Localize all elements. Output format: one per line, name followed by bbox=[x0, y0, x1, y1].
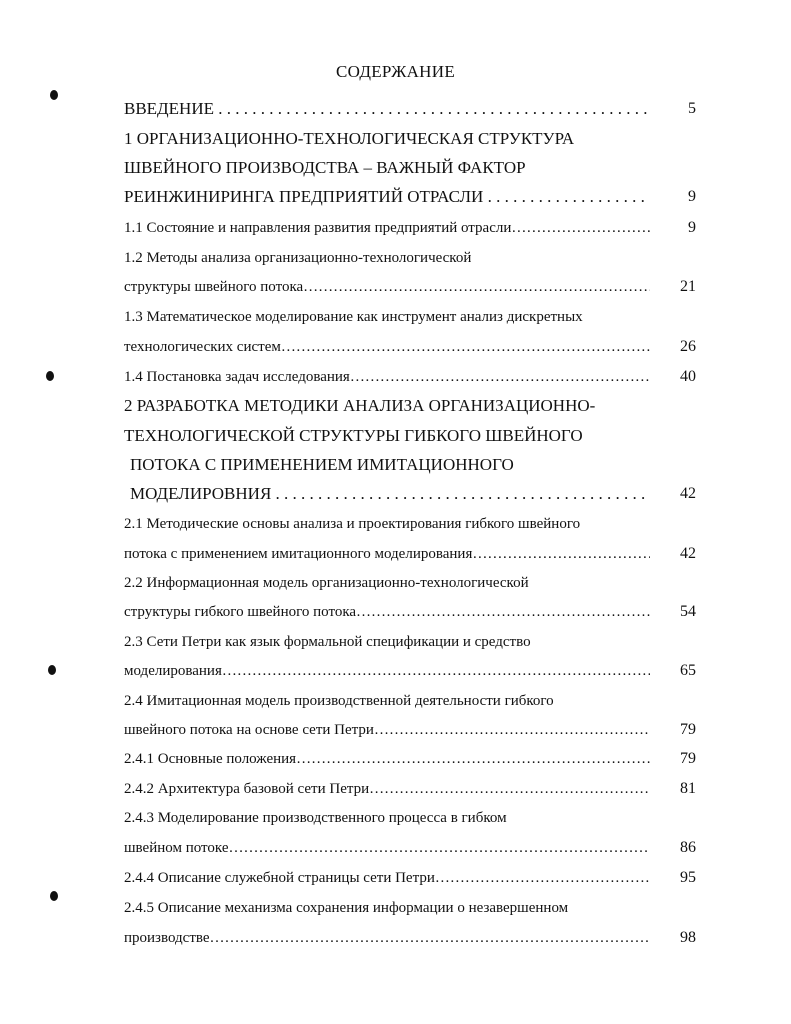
margin-dot-1 bbox=[50, 90, 58, 100]
toc-section-1-3-line-1[interactable]: 1.3 Математическое моделирование как инструмент анализ дискретных bbox=[124, 309, 583, 325]
toc-page-number: 81 bbox=[650, 778, 696, 800]
toc-page-number: 42 bbox=[650, 543, 696, 565]
toc-page-number: 98 bbox=[650, 927, 696, 949]
toc-page-number: 5 bbox=[650, 98, 696, 120]
toc-page-number: 86 bbox=[650, 837, 696, 859]
toc-section-2-4-4[interactable]: 2.4.4 Описание служебной страницы сети Петри ……………………………………………………………………………………………………………………………………………………………………………… bbox=[124, 867, 669, 889]
toc-page-number: 54 bbox=[650, 601, 696, 623]
toc-chapter-2-line-1[interactable]: 2 РАЗРАБОТКА МЕТОДИКИ АНАЛИЗА ОРГАНИЗАЦИОННО- bbox=[124, 396, 596, 415]
toc-page-number: 79 bbox=[650, 748, 696, 770]
toc-entry-introduction[interactable]: ВВЕДЕНИЕ . . . bbox=[124, 98, 669, 120]
toc-section-2-3-line-2[interactable]: моделирования ……………………………………………………………………………………………………………………………………………………………………………… bbox=[124, 660, 669, 682]
toc-section-2-3-line-1[interactable]: 2.3 Сети Петри как язык формальной спецификации и средство bbox=[124, 634, 531, 650]
toc-section-1-3-line-2[interactable]: технологических систем ……………………………………………………………………………………………………………………………………………………………………………… bbox=[124, 336, 669, 358]
toc-section-2-4-3-line-1[interactable]: 2.4.3 Моделирование производственного процесса в гибком bbox=[124, 810, 507, 826]
margin-dot-3 bbox=[48, 665, 56, 675]
toc-chapter-1-line-3[interactable]: РЕИНЖИНИРИНГА ПРЕДПРИЯТИЙ ОТРАСЛИ . . . bbox=[124, 186, 669, 208]
toc-section-2-1-line-1[interactable]: 2.1 Методические основы анализа и проектирования гибкого швейного bbox=[124, 516, 581, 532]
toc-chapter-2-line-2[interactable]: ТЕХНОЛОГИЧЕСКОЙ СТРУКТУРЫ ГИБКОГО ШВЕЙНОГО bbox=[124, 426, 583, 445]
toc-section-2-1-line-2[interactable]: потока с применением имитационного моделирования ……………………………………………………………………………………………………………………………………………………………………………… bbox=[124, 543, 669, 565]
page-title: СОДЕРЖАНИЕ bbox=[335, 62, 456, 81]
toc-section-2-4-line-1[interactable]: 2.4 Имитационная модель производственной деятельности гибкого bbox=[124, 693, 554, 709]
toc-section-2-4-3-line-2[interactable]: швейном потоке ……………………………………………………………………………………………………………………………………………………………………………… bbox=[124, 837, 669, 859]
toc-page-number: 21 bbox=[650, 276, 696, 298]
toc-section-2-4-5-line-2[interactable]: производстве ……………………………………………………………………………………………………………………………………………………………………………… bbox=[124, 927, 669, 949]
toc-page-number: 9 bbox=[650, 186, 696, 208]
toc-section-2-4-5-line-1[interactable]: 2.4.5 Описание механизма сохранения информации о незавершенном bbox=[124, 900, 569, 916]
toc-page-number: 40 bbox=[650, 366, 696, 388]
toc-chapter-2-line-3[interactable]: ПОТОКА С ПРИМЕНЕНИЕМ ИМИТАЦИОННОГО bbox=[130, 455, 514, 474]
toc-page-number: 9 bbox=[650, 217, 696, 239]
toc-page-number: 95 bbox=[650, 867, 696, 889]
toc-section-2-4-line-2[interactable]: швейного потока на основе сети Петри ……………………………………………………………………………………………………………………………………………………………………………… bbox=[124, 719, 669, 741]
margin-dot-4 bbox=[50, 891, 58, 901]
toc-chapter-1-line-1[interactable]: 1 ОРГАНИЗАЦИОННО-ТЕХНОЛОГИЧЕСКАЯ СТРУКТУРА bbox=[124, 129, 575, 148]
toc-section-2-2-line-1[interactable]: 2.2 Информационная модель организационно-технологической bbox=[124, 575, 529, 591]
toc-page-number: 26 bbox=[650, 336, 696, 358]
toc-page-number: 65 bbox=[650, 660, 696, 682]
toc-page-number: 42 bbox=[650, 483, 696, 505]
toc-chapter-2-line-4[interactable]: МОДЕЛИРОВНИЯ . . . bbox=[130, 483, 669, 505]
toc-section-1-2-line-1[interactable]: 1.2 Методы анализа организационно-технологической bbox=[124, 250, 472, 266]
toc-section-2-4-2[interactable]: 2.4.2 Архитектура базовой сети Петри ……………………………………………………………………………………………………………………………………………………………………………… bbox=[124, 778, 669, 800]
margin-dot-2 bbox=[46, 371, 54, 381]
toc-section-1-1[interactable]: 1.1 Состояние и направления развития предприятий отрасли ……………………………………………………………………………………………………………………………………………………………………………… bbox=[124, 217, 669, 239]
toc-page-number: 79 bbox=[650, 719, 696, 741]
toc-section-2-2-line-2[interactable]: структуры гибкого швейного потока ……………………………………………………………………………………………………………………………………………………………………………… bbox=[124, 601, 669, 623]
toc-section-1-2-line-2[interactable]: структуры швейного потока ……………………………………………………………………………………………………………………………………………………………………………… bbox=[124, 276, 669, 298]
toc-section-2-4-1[interactable]: 2.4.1 Основные положения ……………………………………………………………………………………………………………………………………………………………………………… bbox=[124, 748, 669, 770]
toc-chapter-1-line-2[interactable]: ШВЕЙНОГО ПРОИЗВОДСТВА – ВАЖНЫЙ ФАКТОР bbox=[124, 158, 526, 177]
toc-section-1-4[interactable]: 1.4 Постановка задач исследования ……………………………………………………………………………………………………………………………………………………………………………… bbox=[124, 366, 669, 388]
